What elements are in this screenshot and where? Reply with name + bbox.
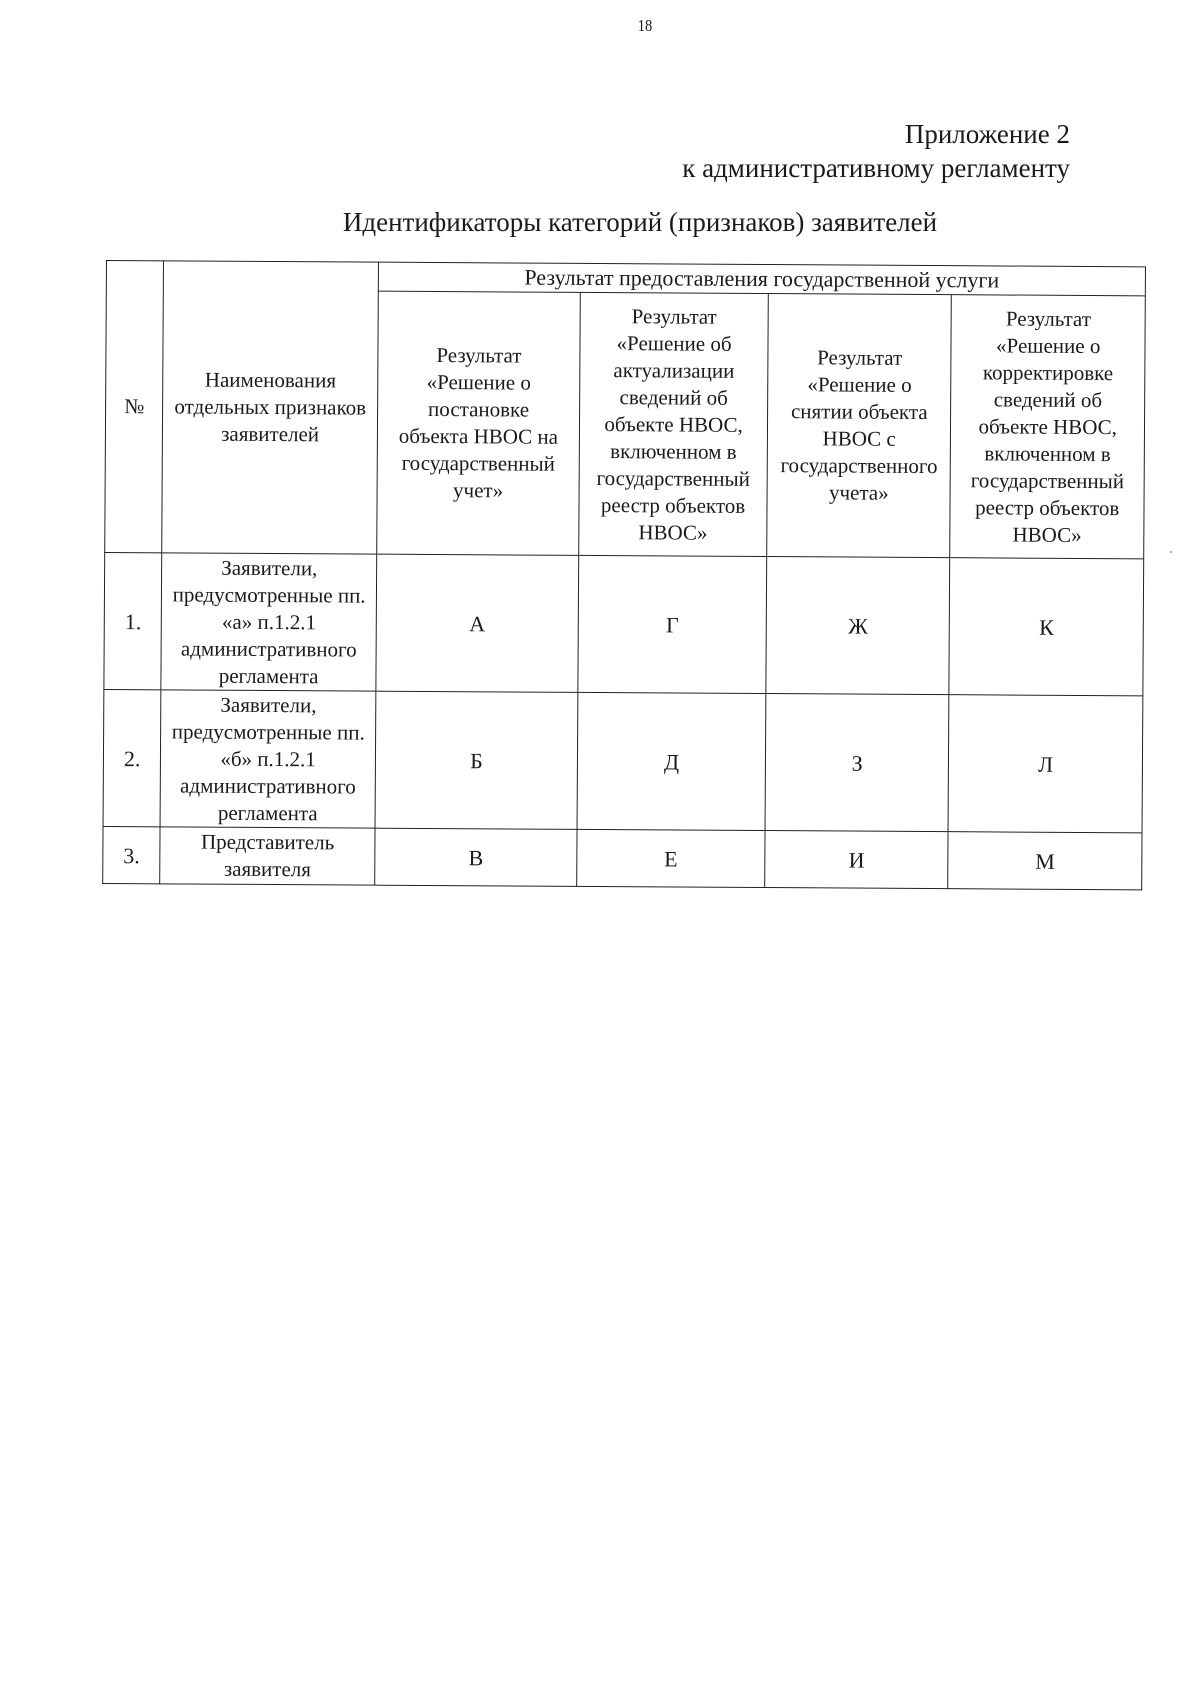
identifier-code: В xyxy=(375,828,578,886)
row-number: 1. xyxy=(104,552,162,689)
header-result-deregistration: Результат «Решение о снятии объекта НВОС с государственного учета» xyxy=(767,294,952,558)
row-applicant-name: Представитель заявителя xyxy=(160,827,375,885)
identifier-code: И xyxy=(765,831,949,889)
table-row xyxy=(104,552,1144,695)
identifier-code: Б xyxy=(375,691,578,829)
identifier-code: Л xyxy=(949,695,1143,833)
page-number: 18 xyxy=(637,16,653,35)
appendix-line-1: Приложение 2 xyxy=(904,119,1070,149)
header-result-update: Результат «Решение об актуализации сведений об объекте НВОС, включенном в государственный реестр объектов НВОС» xyxy=(579,292,768,556)
appendix-caption xyxy=(682,117,1070,185)
header-number: № xyxy=(105,261,164,553)
identifier-code: З xyxy=(765,694,949,832)
identifier-code: Ж xyxy=(766,557,950,695)
header-applicant-name: Наименования отдельных признаков заявителей xyxy=(162,261,378,554)
identifier-code: А xyxy=(376,554,579,692)
header-service-result-group: Результат предоставления государственной услуги xyxy=(378,262,1145,296)
row-applicant-name: Заявители, предусмотренные пп. «б» п.1.2.1 административного регламента xyxy=(161,690,376,828)
row-applicant-name: Заявители, предусмотренные пп. «а» п.1.2.1 административного регламента xyxy=(161,553,376,691)
header-result-correction: Результат «Решение о корректировке сведений об объекте НВОС, включенном в государственный реестр объектов НВОС» xyxy=(950,295,1145,559)
table-row xyxy=(103,826,1142,889)
identifier-code: Г xyxy=(578,555,767,693)
document-title: Идентификаторы категорий (признаков) заявителей xyxy=(342,207,938,237)
table-row xyxy=(103,689,1143,832)
identifier-code: К xyxy=(949,558,1143,696)
identifiers-table xyxy=(102,260,1146,890)
row-number: 3. xyxy=(103,826,161,883)
header-result-registration: Результат «Решение о постановке объекта НВОС на государственный учет» xyxy=(377,291,581,555)
scan-speck xyxy=(1170,551,1172,553)
identifier-code: М xyxy=(948,832,1142,890)
row-number: 2. xyxy=(103,689,161,826)
identifier-code: Д xyxy=(577,692,766,830)
appendix-line-2: к административному регламенту xyxy=(682,153,1070,183)
identifier-code: Е xyxy=(577,829,765,887)
